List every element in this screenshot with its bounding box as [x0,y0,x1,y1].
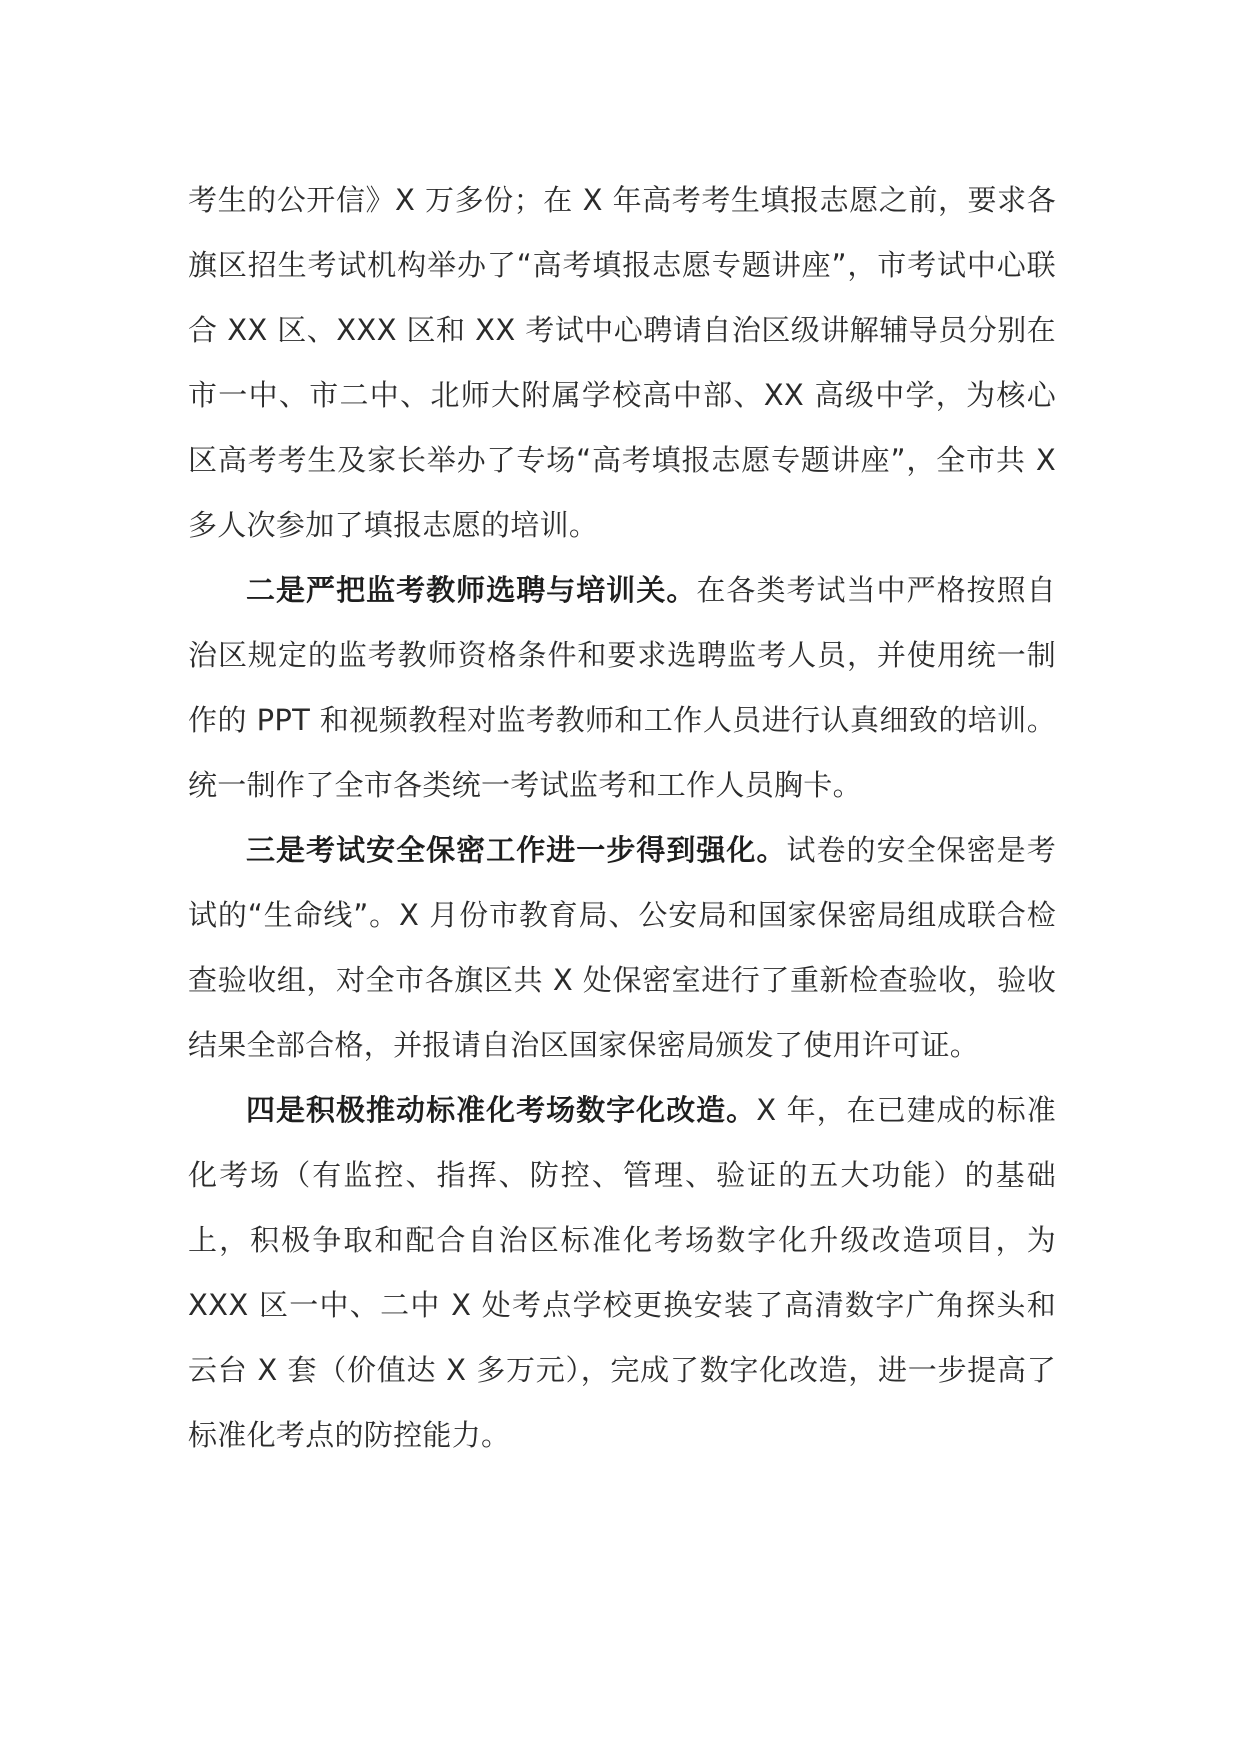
document-body [188,168,1056,1468]
paragraph-text: 考生的公开信》X 万多份；在 X 年高考考生填报志愿之前，要求各旗区招生考试机构举办了“高考填报志愿专题讲座”，市考试中心联合 XX 区、XXX 区和 XX 考试中心聘请自治区级讲解辅导员分别在市一中、市二中、北师大附属学校高中部、XX 高级中学，为核心区高考考生及家长举办了专场“高考填报志愿专题讲座”，全市共 X 多人次参加了填报志愿的培训。 [188,183,1056,542]
paragraph-heading: 二是严把监考教师选聘与培训关。 [246,573,697,607]
paragraph-exam-security [188,818,1056,1078]
paragraph-continuation [188,168,1056,558]
paragraph-digital-upgrade [188,1078,1056,1468]
paragraph-text: 在各类考试当中严格按照自治区规定的监考教师资格条件和要求选聘监考人员，并使用统一制作的 PPT 和视频教程对监考教师和工作人员进行认真细致的培训。统一制作了全市各类统一考试监考和工作人员胸卡。 [188,573,1056,802]
paragraph-heading: 四是积极推动标准化考场数字化改造。 [246,1093,757,1127]
paragraph-text: 试卷的安全保密是考试的“生命线”。X 月份市教育局、公安局和国家保密局组成联合检查验收组，对全市各旗区共 X 处保密室进行了重新检查验收，验收结果全部合格，并报请自治区国家保密局颁发了使用许可证。 [188,833,1056,1062]
paragraph-heading: 三是考试安全保密工作进一步得到强化。 [246,833,787,867]
paragraph-invigilator-training [188,558,1056,818]
paragraph-text: X 年，在已建成的标准化考场（有监控、指挥、防控、管理、验证的五大功能）的基础上，积极争取和配合自治区标准化考场数字化升级改造项目，为 XXX 区一中、二中 X 处考点学校更换安装了高清数字广角探头和云台 X 套（价值达 X 多万元），完成了数字化改造，进一步提高了标准化考点的防控能力。 [188,1093,1056,1452]
